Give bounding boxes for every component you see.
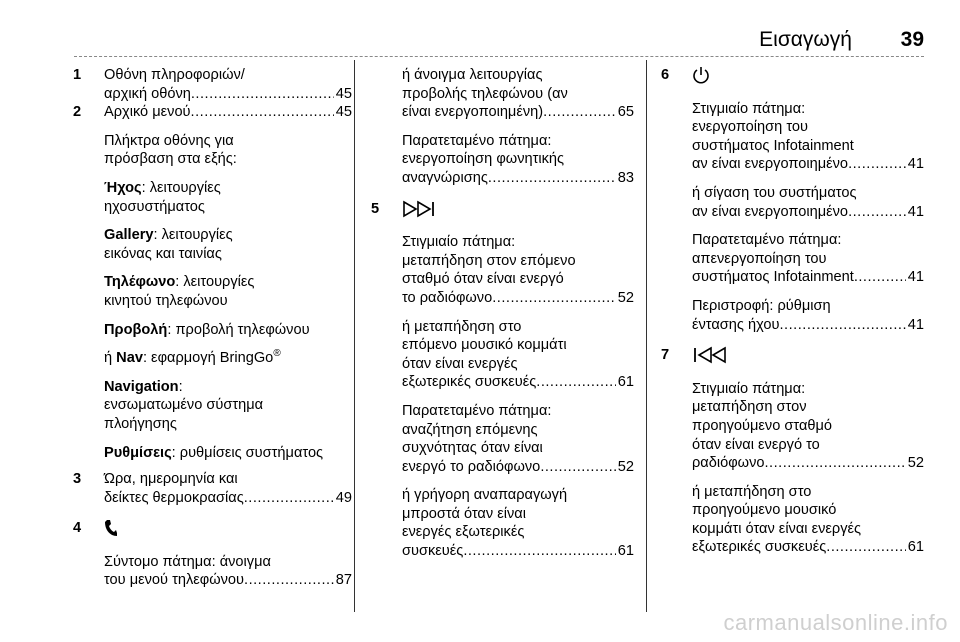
- toc-entry: [662, 268, 924, 287]
- item-text: πλοήγησης: [104, 415, 177, 432]
- power-icon: [692, 66, 710, 90]
- watermark: carmanualsonline.info: [723, 610, 948, 635]
- item-text: ενσωματωμένο σύστημα: [104, 397, 264, 414]
- page-ref: 41: [907, 156, 924, 173]
- item-number: 4: [73, 520, 82, 537]
- item-text: του μενού τηλεφώνου: [104, 572, 245, 589]
- item-text: Ώρα, ημερομηνία και: [104, 471, 238, 488]
- projection-entry: [74, 321, 352, 340]
- page-ref: 61: [617, 543, 634, 560]
- toc-entry: [74, 85, 352, 104]
- item-text: μεταπήδηση στον επόμενο: [402, 252, 576, 269]
- item-text: επόμενο μουσικό κομμάτι: [402, 337, 567, 354]
- item-text: όταν είναι ενεργό το: [692, 436, 820, 453]
- item-text: Περιστροφή: ρύθμιση: [692, 297, 831, 314]
- item-text: αν είναι ενεργοποιημένο: [692, 156, 849, 173]
- page-ref: 87: [335, 572, 352, 589]
- toc-entry: [74, 489, 352, 508]
- item-6: [662, 66, 924, 90]
- item-text: Στιγμιαίο πάτημα:: [692, 100, 806, 117]
- item-text: Σύντομο πάτημα: άνοιγμα: [104, 553, 271, 570]
- settings-entry: [74, 444, 352, 463]
- gallery-entry: [74, 226, 352, 245]
- item-number: 7: [661, 347, 670, 364]
- page-ref: 52: [617, 458, 634, 475]
- phone-entry: [74, 273, 352, 292]
- toc-entry: [372, 542, 634, 561]
- item-number: 6: [661, 67, 670, 83]
- page-ref: 49: [335, 489, 352, 506]
- item-text: Παρατεταμένο πάτημα:: [402, 402, 552, 419]
- item-number: 1: [73, 67, 82, 83]
- item-text: πρόσβαση στα εξής:: [104, 151, 237, 168]
- item-text: ενεργές εξωτερικές: [402, 524, 525, 541]
- item-text: : εφαρμογή BringGo: [142, 350, 274, 367]
- term: Ρυθμίσεις: [104, 444, 172, 461]
- item-text: Στιγμιαίο πάτημα:: [692, 380, 806, 397]
- item-text: ενεργοποίηση φωνητικής: [402, 151, 565, 168]
- page-ref: 41: [907, 316, 924, 333]
- page-ref: 61: [617, 374, 634, 391]
- item-text: : ρυθμίσεις συστήματος: [171, 444, 324, 461]
- page-ref: 61: [907, 539, 924, 556]
- term: Navigation: [104, 378, 179, 395]
- page-ref: 52: [907, 455, 924, 472]
- item-text: συστήματος Infotainment: [692, 269, 854, 286]
- toc-entry: [372, 458, 634, 477]
- item-text: κομμάτι όταν είναι ενεργές: [692, 520, 862, 537]
- item-text: Στιγμιαίο πάτημα:: [402, 234, 516, 251]
- item-text: εικόνας και ταινίας: [104, 245, 222, 262]
- item-text: κινητού τηλεφώνου: [104, 292, 228, 309]
- item-text: Παρατεταμένο πάτημα:: [692, 232, 842, 249]
- item-text: προβολής τηλεφώνου (αν: [402, 85, 568, 102]
- next-track-icon: [402, 200, 438, 224]
- item-text: προηγούμενο σταθμό: [692, 417, 833, 434]
- page-ref: 45: [335, 104, 352, 121]
- item-text: δείκτες θερμοκρασίας: [104, 489, 244, 506]
- page-ref: 41: [907, 269, 924, 286]
- item-text: όταν είναι ενεργές: [402, 355, 518, 372]
- item-2: [74, 103, 352, 122]
- item-text: συστήματος Infotainment: [692, 137, 854, 154]
- item-text: Αρχικό μενού: [104, 104, 191, 121]
- item-text: εξωτερικές συσκευές: [402, 374, 537, 391]
- item-text: εξωτερικές συσκευές: [692, 539, 827, 556]
- toc-entry: [74, 571, 352, 590]
- page-ref: 83: [617, 169, 634, 186]
- item-text: :: [178, 378, 183, 395]
- item-number: 5: [371, 200, 380, 217]
- item-text: αναγνώρισης: [402, 169, 488, 186]
- item-1: [74, 66, 352, 85]
- item-number: 3: [73, 471, 82, 488]
- item-text: ενεργοποίηση του: [692, 119, 808, 136]
- item-text: Παρατεταμένο πάτημα:: [402, 132, 552, 149]
- item-4: [74, 519, 352, 543]
- item-text: ενεργό το ραδιόφωνο: [402, 458, 541, 475]
- page-ref: 41: [907, 203, 924, 220]
- item-text: : λειτουργίες: [153, 227, 233, 244]
- term: Προβολή: [104, 321, 168, 338]
- item-text: ή γρήγορη αναπαραγωγή: [402, 487, 568, 504]
- item-text: ή μεταπήδηση στο: [402, 318, 522, 335]
- item-text: : λειτουργίες: [175, 274, 255, 291]
- column-3: [662, 58, 924, 606]
- item-5: [372, 200, 634, 224]
- item-text: : λειτουργίες: [141, 179, 221, 196]
- column-1: [74, 58, 352, 606]
- toc-entry: [372, 373, 634, 392]
- navigation-entry: [74, 378, 352, 397]
- item-text: μεταπήδηση στον: [692, 399, 807, 416]
- page-number: 39: [900, 28, 924, 51]
- toc-entry: [662, 316, 924, 335]
- phone-icon: [104, 519, 118, 543]
- page-ref: 65: [617, 104, 634, 121]
- nav-entry: [74, 349, 352, 368]
- item-text: ή μεταπήδηση στο: [692, 483, 812, 500]
- term: Τηλέφωνο: [104, 274, 176, 291]
- page-ref: 45: [335, 85, 352, 102]
- item-text: Πλήκτρα οθόνης για: [104, 132, 234, 149]
- column-divider-1: [354, 60, 355, 612]
- column-divider-2: [646, 60, 647, 612]
- toc-entry: [662, 155, 924, 174]
- registered-mark: ®: [273, 348, 281, 360]
- sound-entry: [74, 179, 352, 198]
- item-text: το ραδιόφωνο: [402, 289, 493, 306]
- toc-entry: [372, 103, 634, 122]
- item-text: προηγούμενο μουσικό: [692, 502, 837, 519]
- page-header: [0, 22, 960, 52]
- item-text: μπροστά όταν είναι: [402, 505, 526, 522]
- item-text: ραδιόφωνο: [692, 455, 765, 472]
- previous-track-icon: [692, 346, 728, 370]
- column-2: [372, 58, 634, 606]
- item-number: 2: [73, 104, 82, 121]
- item-text: είναι ενεργοποιημένη): [402, 104, 544, 121]
- toc-entry: [662, 203, 924, 222]
- toc-entry: [662, 454, 924, 473]
- term: Nav: [116, 350, 143, 367]
- toc-entry: [372, 289, 634, 308]
- term: Gallery: [104, 227, 154, 244]
- item-text: ή άνοιγμα λειτουργίας: [402, 67, 543, 83]
- item-text: αρχική οθόνη: [104, 85, 191, 102]
- item-text: Οθόνη πληροφοριών/: [104, 67, 245, 83]
- item-text: έντασης ήχου: [692, 316, 780, 333]
- toc-entry: [662, 538, 924, 557]
- item-text: ή: [104, 350, 117, 367]
- item-text: συσκευές: [402, 543, 464, 560]
- item-text: αν είναι ενεργοποιημένο: [692, 203, 849, 220]
- header-rule: [74, 56, 924, 57]
- toc-entry: [372, 169, 634, 188]
- term: Ήχος: [104, 179, 142, 196]
- item-text: συχνότητας όταν είναι: [402, 440, 543, 457]
- item-text: αναζήτηση επόμενης: [402, 421, 538, 438]
- item-text: ή σίγαση του συστήματος: [692, 184, 857, 201]
- item-3: [74, 470, 352, 489]
- item-text: σταθμό όταν είναι ενεργό: [402, 271, 564, 288]
- item-text: : προβολή τηλεφώνου: [167, 321, 310, 338]
- item-text: απενεργοποίηση του: [692, 250, 827, 267]
- section-title: Εισαγωγή: [759, 28, 852, 51]
- item-7: [662, 346, 924, 370]
- item-text: ηχοσυστήματος: [104, 198, 205, 215]
- page-ref: 52: [617, 289, 634, 306]
